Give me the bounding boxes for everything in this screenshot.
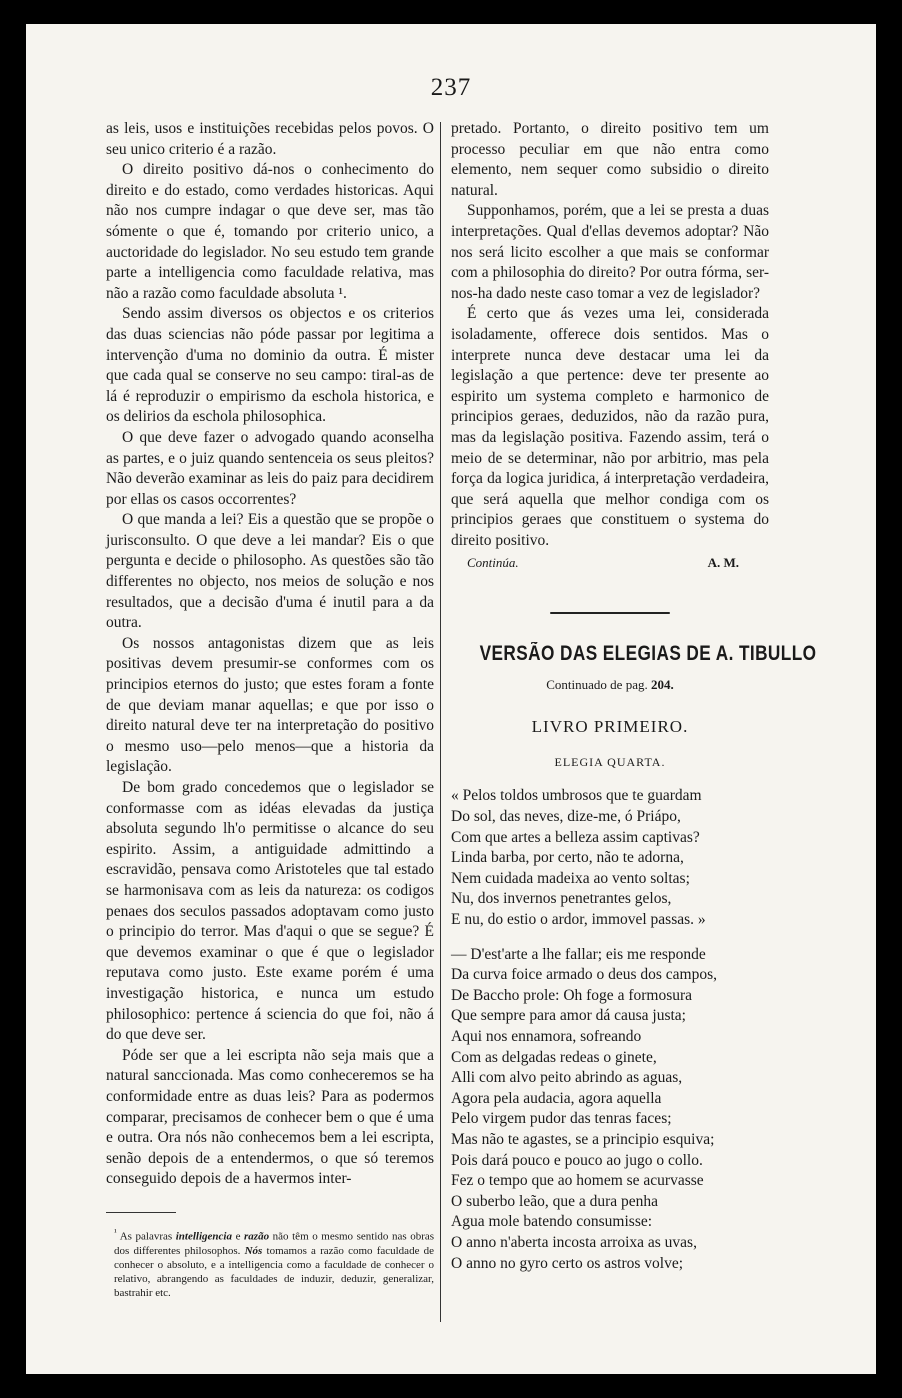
paragraph: as leis, usos e instituições recebidas pelos povos. O seu unico criterio é a razão. <box>106 120 434 158</box>
verse-line: E nu, do estio o ardor, immovel passas. » <box>451 911 706 928</box>
column-divider <box>440 122 441 1322</box>
verse-line: O anno no gyro certo os astros volve; <box>451 1254 684 1272</box>
verse-line: Com que artes a belleza assim captivas? <box>451 828 700 846</box>
verse-line: « Pelos toldos umbrosos que te guardam <box>451 787 702 805</box>
verse-line: Fez o tempo que ao homem se acurvasse <box>451 1172 704 1190</box>
paragraph: pretado. Portanto, o direito positivo tem um processo peculiar em que não entra como elemento, nem sequer como subsidio o direito natural. <box>451 120 769 199</box>
paragraph: É certo que ás vezes uma lei, considerada isoladamente, offerece dois sentidos. Mas o interprete nunca deve destacar uma lei da legislação a que pertence: deve ter presente ao espirito um systema completo e harmonico de principios geraes, deduzidos, não da razão pura, mas da legislação positiva. Fazendo assim, terá o meio de se determinar, não por arbitrio, mas pela força da logica juridica, á interpretação verdadeira, que será aquella que melhor condiga com os principios geraes que constituem o systema do direito positivo. <box>451 305 769 549</box>
paragraph: De bom grado concedemos que o legislador se conformasse com as idéas elevadas da justiça absoluta segundo lh'o permitisse o alcance do seu espirito. Assim, a antiguidade admittindo a escravidão, pensava como Aristoteles que tal estado se harmonisava com as leis da natureza: os codigos penaes dos seculos passados adoptavam como justo o principio do terror. Mas d'aqui o que se segue? É que devemos examinar o que é que o legislador reputava como justo. Este exame porém é uma investigação historica, e nunca um estudo philosophico: pertence á sciencia do que foi, não á do que deve ser. <box>106 779 434 1044</box>
continued-label: Continuado de pag. <box>546 676 648 692</box>
verse-line: Da curva foice armado o deus dos campos, <box>451 966 717 984</box>
verse-line: Agua mole batendo consumisse: <box>451 1213 653 1231</box>
verse-line: Linda barba, por certo, não te adorna, <box>451 849 684 867</box>
verse-line: De Baccho prole: Oh foge a formosura <box>451 986 693 1004</box>
footnote-marker: ¹ <box>114 1226 117 1237</box>
paragraph: Supponhamos, porém, que a lei se presta a duas interpretações. Qual d'ellas devemos adoptar? Não nos será licito escolher a que mais se conformar com a philosophia do direito? Por outra fórma, ser-nos-ha dado neste caso tomar a vez de legislador? <box>451 202 769 302</box>
paragraph: Sendo assim diversos os objectos e os criterios das duas sciencias não póde passar por legitima a intervenção d'uma no dominio da outra. É mister que cada qual se conserve no seu campo: tiral-as de lá é reproduzir o empirismo da eschola historica, e os delirios da eschola philosophica. <box>106 305 434 426</box>
stanza-1 <box>451 786 769 930</box>
footnote-text: e <box>235 1230 241 1243</box>
paragraph: O que manda a lei? Eis a questão que se propõe o jurisconsulto. O que deve a lei mandar? Eis o que pergunta e decide o philosopho. As questões são tão differentes no objecto, nos meios de solução e nos resultados, que a decisão d'uma é inutil para a da outra. <box>106 511 434 632</box>
continued-note <box>451 675 769 696</box>
footnote-term: Nós <box>244 1244 263 1257</box>
paragraph: O que deve fazer o advogado quando aconselha as partes, e o juiz quando sentenceia os seus pleitos? Não deverão examinar as leis do paiz para decidirem por ellas os casos occorrentes? <box>106 428 434 508</box>
verse-line: O anno n'aberta incosta arroixa as uvas, <box>451 1233 697 1251</box>
section-separator <box>550 612 670 614</box>
verse-line: Nem cuidada madeixa ao vento soltas; <box>451 869 690 887</box>
verse-line: Alli com alvo peito abrindo as aguas, <box>451 1069 683 1087</box>
paragraph: Póde ser que a lei escripta não seja mais que a natural sanccionada. Mas como conheceremos se ha conformidade entre as duas leis? Para as podermos comparar, precisamos de conhecer bem o que é uma e outra. Ora nós não conhecemos bem a lei escripta, senão depois de a entendermos, o que só teremos conseguido depois de a havermos inter- <box>106 1046 434 1188</box>
footnote-text: tomamos a razão como faculdade de conhecer o absoluto, e a intelligencia como a faculdade de conhecer o relativo, abrangendo as faculdades de induzir, deduzir, generalizar, bastrahir etc. <box>114 1244 435 1299</box>
stanza-2 <box>451 945 769 1275</box>
author-initials: A. M. <box>707 555 739 571</box>
page <box>26 24 876 1374</box>
page-number: 237 <box>430 74 472 101</box>
paragraph: O direito positivo dá-nos o conhecimento do direito e do estado, como verdades historicas. Aqui não nos cumpre indagar o que deve ser, mas tão sómente o que é, tomando por criterio unico, a auctoridade do legislador. No seu estudo tem grande parte a intelligencia como faculdade relativa, mas não a razão como faculdade absoluta ¹. <box>106 161 434 302</box>
verse-line: Que sempre para amor dá causa justa; <box>451 1007 686 1025</box>
footnote-text: As palavras <box>119 1230 173 1243</box>
elegy-title: VERSÃO DAS ELEGIAS DE A. TIBULLO <box>479 642 817 666</box>
verse-line: Agora pela audacia, agora aquella <box>451 1089 662 1107</box>
book-title: LIVRO PRIMEIRO. <box>531 717 689 737</box>
verse-line: Aqui nos ennamora, sofreando <box>451 1027 642 1045</box>
right-column <box>451 119 817 1274</box>
footnote-text: não têm o mesmo sentido nas obras dos differentes philosophos. <box>114 1230 435 1257</box>
verse-line: Pelo virgem pudor das tenras faces; <box>451 1110 672 1128</box>
verse-line: Pois dará pouco e pouco ao jugo o collo. <box>451 1151 703 1169</box>
verse-line: O suberbo leão, que a dura penha <box>451 1192 659 1210</box>
footnote-rule <box>106 1212 176 1213</box>
signature-line <box>451 553 769 574</box>
verse-line: Mas não te agastes, se a principio esquiva; <box>451 1130 715 1148</box>
footnote-term: intelligencia <box>175 1230 232 1243</box>
verse-line: Nu, dos invernos penetrantes gelos, <box>451 890 672 908</box>
verse-line: — D'est'arte a lhe fallar; eis me responde <box>451 945 706 963</box>
verse-line: Com as delgadas redeas o ginete, <box>451 1048 657 1066</box>
paragraph: Os nossos antagonistas dizem que as leis positivas devem presumir-se conformes com os principios eternos do justo; que estes foram a fonte de que deviam manar aquellas; e que por isso o direito natural deve ter na interpretação do positivo o mesmo uso—pelo menos—que a historia da legislação. <box>106 634 434 776</box>
footnote <box>106 1225 434 1300</box>
verse-line: Do sol, das neves, dize-me, ó Priápo, <box>451 808 681 826</box>
continued-page: 204. <box>650 676 674 692</box>
footnote-term: razão <box>244 1230 270 1243</box>
left-column <box>106 119 434 1300</box>
continues-note: Continúa. <box>467 555 519 571</box>
poem-heading: ELEGIA QUARTA. <box>554 754 666 769</box>
